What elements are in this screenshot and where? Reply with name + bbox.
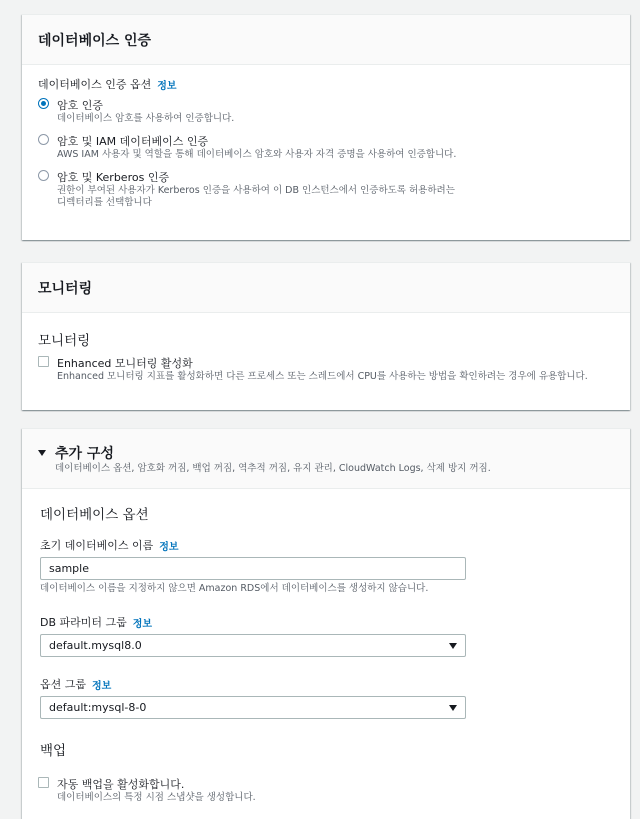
additional-config-panel [22,428,630,819]
additional-config-title: 추가 구성 [55,446,114,462]
auth-option-kerberos[interactable] [38,169,455,209]
auto-backup-desc: 데이터베이스의 특정 시점 스냅샷을 생성합니다. [57,792,256,803]
param-group-info-link[interactable]: 정보 [132,618,153,630]
initial-db-hint: 데이터베이스 이름을 지정하지 않으면 Amazon RDS에서 데이터베이스를 생성하지 않습니다. [40,583,429,594]
initial-db-name-value: sample [49,562,89,575]
param-group-label: DB 파라미터 그룹 [40,616,127,629]
enhanced-monitoring-option[interactable] [38,355,588,383]
auth-option-password[interactable] [38,97,234,125]
db-parameter-group-select[interactable] [40,634,466,657]
param-group-value: default.mysql8.0 [49,639,142,652]
monitoring-panel [22,262,630,410]
database-authentication-header [22,15,630,65]
param-group-label-row [40,614,152,630]
auth-option-kerberos-desc-1: 권한이 부여된 사용자가 Kerberos 인증을 사용하여 이 DB 인스턴스에서 인증하도록 허용하려는 [57,185,455,196]
radio-kerberos-auth[interactable] [38,170,49,181]
expand-caret-icon[interactable] [38,450,46,456]
auth-options-label: 데이터베이스 인증 옵션 [38,78,152,91]
auto-backup-checkbox[interactable] [38,777,49,788]
radio-password-auth[interactable] [38,98,49,109]
auto-backup-label: 자동 백업을 활성화합니다. [57,778,185,791]
auth-option-iam-title: 암호 및 IAM 데이터베이스 인증 [57,135,209,148]
enhanced-monitoring-desc: Enhanced 모니터링 지표를 활성화하면 다른 프로세스 또는 스레드에서 CPU를 사용하는 방법을 확인하려는 경우에 유용합니다. [57,371,588,382]
enhanced-monitoring-label: Enhanced 모니터링 활성화 [57,357,193,370]
enhanced-monitoring-checkbox[interactable] [38,356,49,367]
initial-db-label: 초기 데이터베이스 이름 [40,539,154,552]
auth-option-kerberos-title: 암호 및 Kerberos 인증 [57,171,170,184]
option-group-label-row [40,676,111,692]
monitoring-header [22,263,630,313]
option-group-select[interactable] [40,696,466,719]
additional-config-header[interactable] [22,429,630,489]
option-group-info-link[interactable]: 정보 [92,680,112,692]
chevron-down-icon [449,705,457,711]
database-authentication-title: 데이터베이스 인증 [38,32,152,49]
auto-backup-option[interactable] [38,776,256,804]
monitoring-title: 모니터링 [38,280,93,297]
option-group-value: default:mysql-8-0 [49,701,147,714]
initial-db-label-row [40,537,179,553]
initial-db-info-link[interactable]: 정보 [159,541,179,553]
database-authentication-panel [22,14,630,240]
auth-option-kerberos-desc-2: 디렉터리를 선택합니다 [57,197,152,208]
auth-option-iam-desc: AWS IAM 사용자 및 역할을 통해 데이터베이스 암호와 사용자 자격 증명을 사용하여 인증합니다. [57,149,457,160]
monitoring-subtitle: 모니터링 [38,333,91,349]
auth-option-iam[interactable] [38,133,456,161]
auth-info-link[interactable]: 정보 [157,80,177,92]
auth-options-label-row [38,76,177,92]
db-options-title: 데이터베이스 옵션 [40,507,149,523]
backup-title: 백업 [40,743,67,759]
radio-iam-auth[interactable] [38,134,49,145]
additional-config-summary: 데이터베이스 옵션, 암호화 꺼짐, 백업 꺼짐, 역추적 꺼짐, 유지 관리, CloudWatch Logs, 삭제 방지 꺼짐. [55,463,491,474]
option-group-label: 옵션 그룹 [40,678,87,691]
auth-option-password-title: 암호 인증 [57,99,104,112]
chevron-down-icon [449,643,457,649]
initial-db-name-input[interactable] [40,557,466,580]
auth-option-password-desc: 데이터베이스 암호를 사용하여 인증합니다. [57,113,235,124]
